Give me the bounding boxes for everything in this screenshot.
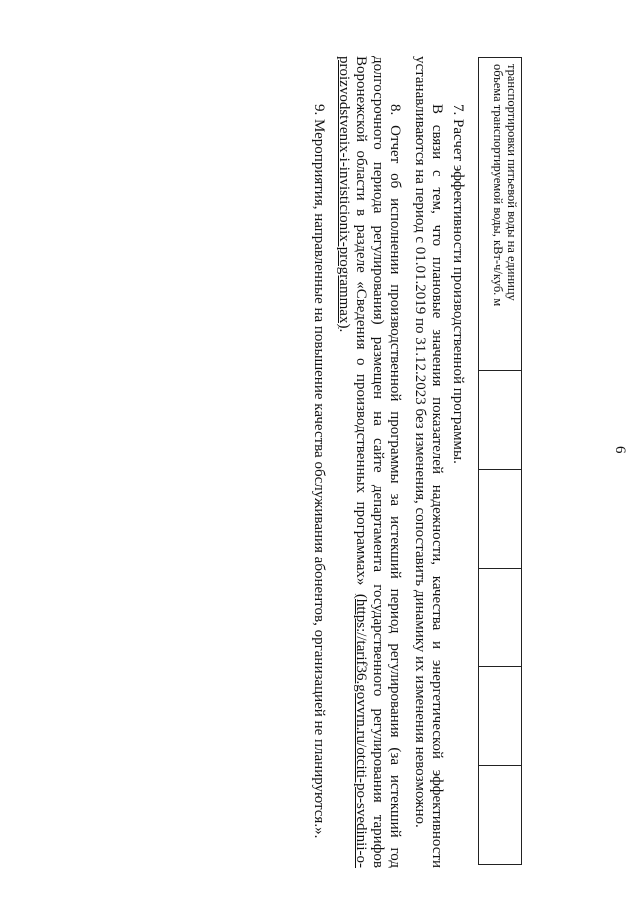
table-cell [479, 371, 522, 470]
section7-heading: 7. Расчет эффективности производственной программы. [450, 104, 466, 464]
document-page [20, 12, 628, 892]
table-cell [479, 667, 522, 766]
section8-text: 8. Отчет об исполнении производственной программы за истекший период регулирования (за истекший год долгосрочного периода регулирования) размещен на сайте департамента государственного регулирования тарифов Воронежской области в разделе «Сведения о производственных программах» [353, 56, 403, 868]
document-body [310, 56, 472, 868]
table-cell [479, 766, 522, 865]
table-row-label [479, 58, 522, 371]
table-row [479, 58, 522, 865]
row-label-line2: объема транспортируемой воды, кВт-ч/куб. м [491, 64, 505, 307]
page-number: 6 [612, 446, 628, 454]
indicator-table-fragment [478, 57, 522, 865]
section8-paragraph [335, 56, 403, 868]
section9-text: 9. Мероприятия, направленные на повышение качества обслуживания абонентов, организацией не планируются.». [311, 104, 327, 839]
report-link[interactable]: (https://tarif36.govvrn.ru/otciti-po-svedinii-o-proizvodstvenix-i-invisticionix-programmax) [336, 56, 369, 869]
section7-text: В связи с тем, что плановые значения показателей надежности, качества и энергетической эффективности устанавливаются на период с 01.01.2019 по 31.12.2023 без изменения, сопоставить динамику их изменения невозможно. [412, 56, 445, 868]
row-label-line1: транспортировки питьевой воды на единицу [505, 64, 519, 301]
table-cell [479, 469, 522, 568]
table-cell [479, 568, 522, 667]
section8-link-end: . [336, 328, 352, 333]
